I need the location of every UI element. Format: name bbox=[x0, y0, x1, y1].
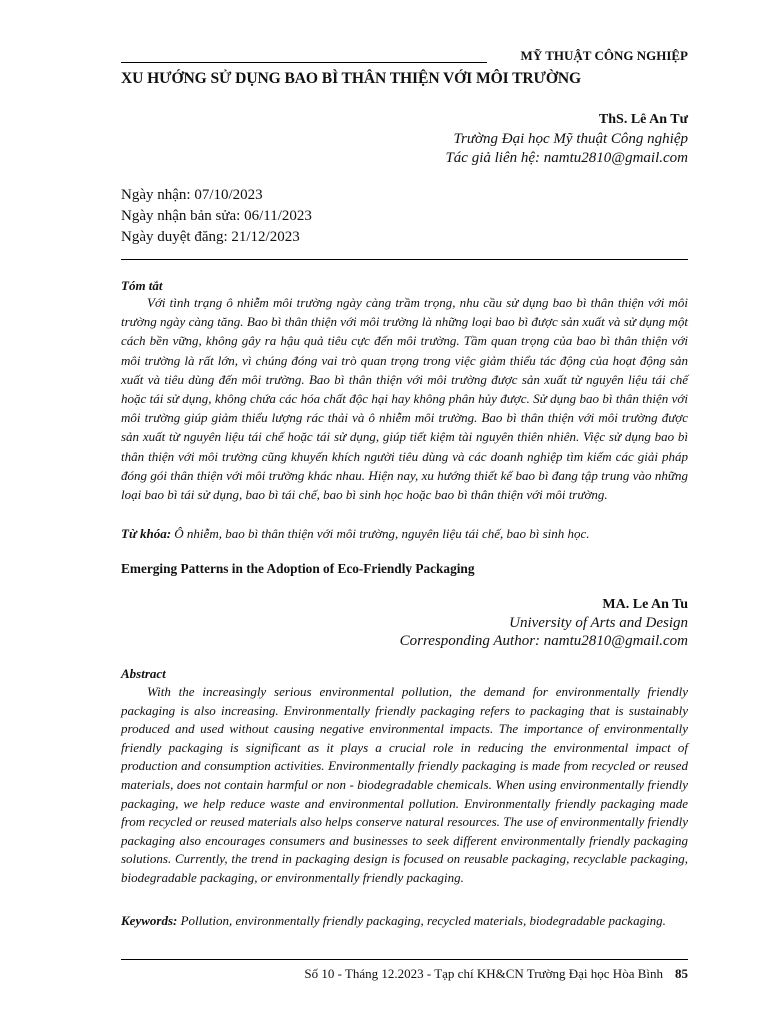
footer-citation: Số 10 - Tháng 12.2023 - Tạp chí KH&CN Trường Đại học Hòa Bình bbox=[304, 966, 663, 981]
section-label: MỸ THUẬT CÔNG NGHIỆP bbox=[520, 48, 688, 63]
abstract-vi-heading: Tóm tắt bbox=[121, 278, 163, 293]
keywords-vi-text: Ô nhiễm, bao bì thân thiện với môi trường, nguyên liệu tái chế, bao bì sinh học. bbox=[171, 526, 590, 541]
author-affiliation-vi: Trường Đại học Mỹ thuật Công nghiệp bbox=[453, 131, 688, 147]
date-received: Ngày nhận: 07/10/2023 bbox=[121, 187, 263, 203]
footer bbox=[240, 966, 688, 982]
keywords-en bbox=[121, 912, 688, 931]
abstract-vi-body bbox=[121, 293, 688, 504]
keywords-en-text: Pollution, environmentally friendly packaging, recycled materials, biodegradable packaging. bbox=[177, 913, 666, 928]
article-title: XU HƯỚNG SỬ DỤNG BAO BÌ THÂN THIỆN VỚI MÔI TRƯỜNG bbox=[121, 70, 582, 87]
date-accepted: Ngày duyệt đăng: 21/12/2023 bbox=[121, 229, 300, 245]
page-number: 85 bbox=[675, 966, 688, 981]
author-affiliation-en: University of Arts and Design bbox=[509, 615, 688, 631]
keywords-vi bbox=[121, 524, 688, 543]
abstract-en-text: With the increasingly serious environmental pollution, the demand for environmentally friendly packaging is also increasing. Environmentally friendly packaging refers to packaging that is sustainably produced and used without causing negative environmental impacts. The importance of environmentally friendly packaging is significant as it plays a crucial role in reducing the environmental impact of production and consumption activities. Environmentally friendly packaging is made from recycled or reused materials, does not contain harmful or non - biodegradable chemicals. When using environmentally friendly packaging, we help reduce waste and environmental pollution. Environmentally friendly packaging made from recycled or reused materials also helps conserve natural resources. The use of environmentally friendly packaging also encourages consumers and businesses to seek different environmentally friendly packaging solutions. Currently, the trend in packaging design is focused on reusable packaging, recyclable packaging, biodegradable packaging, or environmentally friendly packaging. bbox=[121, 684, 688, 885]
footer-rule bbox=[121, 959, 688, 960]
keywords-en-label: Keywords: bbox=[121, 913, 178, 928]
keywords-vi-label: Từ khóa: bbox=[121, 526, 172, 541]
dates-rule bbox=[121, 259, 688, 260]
header-rule bbox=[121, 62, 487, 63]
author-contact-en: Corresponding Author: namtu2810@gmail.com bbox=[399, 633, 688, 649]
author-contact-vi: Tác giả liên hệ: namtu2810@gmail.com bbox=[445, 150, 688, 166]
author-name-vi: ThS. Lê An Tư bbox=[598, 112, 688, 127]
english-title: Emerging Patterns in the Adoption of Eco-Friendly Packaging bbox=[121, 561, 475, 576]
author-name-en: MA. Le An Tu bbox=[602, 597, 688, 612]
abstract-en-body bbox=[121, 683, 688, 888]
date-revised: Ngày nhận bản sửa: 06/11/2023 bbox=[121, 208, 312, 224]
abstract-en-heading: Abstract bbox=[121, 666, 166, 681]
abstract-vi-text: Với tình trạng ô nhiễm môi trường ngày càng trầm trọng, nhu cầu sử dụng bao bì thân thiện với môi trường ngày càng tăng. Bao bì thân thiện với môi trường là những loại bao bì được sản xuất và sử dụng một cách bền vững, không gây ra hậu quả tiêu cực đến môi trường. Tầm quan trọng của bao bì thân thiện với môi trường là rất lớn, vì chúng đóng vai trò quan trọng trong việc giảm thiểu tác động của hoạt động sản xuất và tiêu dùng đến môi trường. Bao bì thân thiện với môi trường được sản xuất từ nguyên liệu tái chế hoặc tái sử dụng, không chứa các hóa chất độc hại hay không phân hủy được. Sử dụng bao bì thân thiện với môi trường giúp giảm thiểu lượng rác thải và ô nhiễm môi trường. Bao bì thân thiện với môi trường được sản xuất từ nguyên liệu tái chế hoặc tái sử dụng, giúp tiết kiệm tài nguyên thiên nhiên. Việc sử dụng bao bì thân thiện với môi trường cũng khuyến khích người tiêu dùng và các doanh nghiệp tìm kiếm các giải pháp đóng gói thân thiện với môi trường khác nhau. Hiện nay, xu hướng thiết kế bao bì đang tập trung vào những loại bao bì tái sử dụng, bao bì tái chế, bao bì sinh học hoặc bao bì thân thiện với môi trường. bbox=[121, 295, 688, 503]
